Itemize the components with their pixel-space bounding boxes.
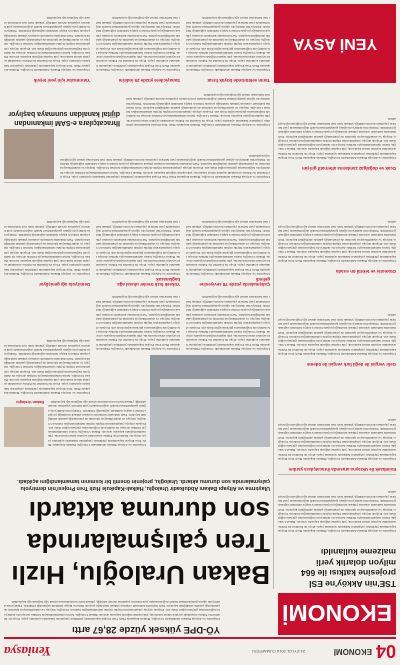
lower-item-3	[96, 4, 180, 83]
side-item-2-text: Ulaştırma ve Altyapı Bakanı Abdulkadir Uraloğlu, Halkalı-Kapıkule Hızlı Tren Projesi kapsamında yürütülen çalışmalar hakkında açıklama yaptı. Proje ile İstanbul ile Edirne arasındaki seyahat süresi kısalacak, yük taşımacılığında kapasite artacak. Bakan Uraloğlu, hattın tamamlanmasıyla birlikte Avrupa ile demiryolu bağlantısının güçleneceğini ifade etti. Projede altyapı çalışmalarının büyük ölçüde tamamlandığını belirten Uraloğlu, üstyapı ve elektrifikasyon işlerinin de planlandığı şekilde sürdüğünü kaydetti. Yerli malzeme kullanım oranının yüksek tutulduğu projede binlerce kişiye istihdam sağlandığı bildirildi. Türkiye'nin demiryolu ağının genişletilmesi hedefi doğrultusunda yeni hatların yapımına devam edildiği, yüksek hızlı tren hatlarının ulusal ağa bağlanacağı kaydedildi.	[278, 418, 396, 461]
lower-story-photo	[4, 129, 54, 179]
masthead	[0, 639, 400, 665]
masthead-rule	[4, 637, 396, 639]
main-headline-line-2: Tren çalışmalarında	[27, 528, 270, 558]
side-item-3-text: Ulaştırma ve Altyapı Bakanı Abdulkadir Uraloğlu, Halkalı-Kapıkule Hızlı Tren Projesi kapsamında yürütülen çalışmalar hakkında açıklama yaptı. Proje ile İstanbul ile Edirne arasındaki seyahat süresi kısalacak, yük taşımacılığında kapasite artacak. Bakan Uraloğlu, hattın tamamlanmasıyla birlikte Avrupa ile demiryolu bağlantısının güçleneceğini ifade etti. Projede altyapı çalışmalarının büyük ölçüde tamamlandığını belirten Uraloğlu, üstyapı ve elektrifikasyon işlerinin de planlandığı şekilde sürdüğünü kaydetti. Yerli malzeme kullanım oranının yüksek tutulduğu projede binlerce kişiye istihdam sağlandığı bildirildi. Türkiye'nin demiryolu ağının genişletilmesi hedefi doğrultusunda yeni hatların yapımına devam edildiği, yüksek hızlı tren hatlarının ulusal ağa bağlanacağı kaydedildi.	[278, 313, 396, 356]
page-number: 04	[375, 641, 396, 661]
page-date: 24 EYLÜL 2016 CUMARTESİ	[252, 649, 305, 654]
sub-story-2-headline: Yüksek hızlı trenler ulusal ağa bağlanacak	[117, 277, 180, 287]
top-teaser-text: Ulaştırma ve Altyapı Bakanı Abdulkadir Uraloğlu, Halkalı-Kapıkule Hızlı Tren Projesi kapsamında yürütülen çalışmalar hakkında açıklama yaptı. Proje ile İstanbul ile Edirne arasındaki seyahat süresi kısalacak, yük taşımacılığında kapasite artacak. Bakan Uraloğlu, hattın tamamlanmasıyla birlikte Avrupa ile demiryolu bağlantısının güçleneceğini ifade etti. Projede altyapı çalışmalarının büyük ölçüde tamamlandığını belirten Uraloğlu, üstyapı ve elektrifikasyon işlerinin de planlandığı şekilde sürdüğünü kaydetti. Yerli malzeme kullanım oranının yüksek tutulduğu projede binlerce kişiye istihdam sağlandığı bildirildi. Türkiye'nin demiryolu ağının genişletilmesi hedefi doğrultusunda yeni hatların yapımına devam edildiği, yüksek hızlı tren hatlarının ulusal ağa bağlanacağı kaydedildi.	[4, 599, 220, 621]
sub-story-3	[4, 187, 90, 287]
section-name: EKONOMİ	[333, 647, 372, 656]
side-item-5	[278, 87, 396, 171]
sub-story-1-headline: Çalışmalarda yüzde 78 seviyesine gelindi	[199, 277, 270, 287]
side-item-3	[278, 277, 396, 367]
side-item-4-text: Ulaştırma ve Altyapı Bakanı Abdulkadir Uraloğlu, Halkalı-Kapıkule Hızlı Tren Projesi kapsamında yürütülen çalışmalar hakkında açıklama yaptı. Proje ile İstanbul ile Edirne arasındaki seyahat süresi kısalacak, yük taşımacılığında kapasite artacak. Bakan Uraloğlu, hattın tamamlanmasıyla birlikte Avrupa ile demiryolu bağlantısının güçleneceğini ifade etti. Projede altyapı çalışmalarının büyük ölçüde tamamlandığını belirten Uraloğlu, üstyapı ve elektrifikasyon işlerinin de planlandığı şekilde sürdüğünü kaydetti. Yerli malzeme kullanım oranının yüksek tutulduğu projede binlerce kişiye istihdam sağlandığı bildirildi. Türkiye'nin demiryolu ağının genişletilmesi hedefi doğrultusunda yeni hatların yapımına devam edildiği, yüksek hızlı tren hatlarının ulusal ağa bağlanacağı kaydedildi.	[278, 220, 396, 263]
main-body-col-3: Ulaştırma ve Altyapı Bakanı Abdulkadir Uraloğlu, Halkalı-Kapıkule Hızlı Tren Projesi kapsamında yürütülen çalışmalar hakkında açıklama yaptı. Proje ile İstanbul ile Edirne arasındaki seyahat süresi kısalacak, yük taşımacılığında kapasite artacak. Bakan Uraloğlu, hattın tamamlanmasıyla birlikte Avrupa ile demiryolu bağlantısının güçleneceğini ifade etti. Projede altyapı çalışmalarının büyük ölçüde tamamlandığını belirten Uraloğlu, üstyapı ve elektrifikasyon işlerinin de planlandığı şekilde sürdüğünü kaydetti. Yerli malzeme kullanım oranının yüksek tutulduğu projede binlerce kişiye istihdam sağlandığı bildirildi. Türkiye'nin demiryolu ağının genişletilmesi hedefi doğrultusunda yeni hatların yapımına devam edildiği, yüksek hızlı tren hatlarının ulusal ağa bağlanacağı kaydedildi.	[96, 295, 180, 351]
sub-story-3-headline: Demiryolu ağı genişliyor	[39, 282, 90, 287]
main-body-col-2: Ulaştırma ve Altyapı Bakanı Abdulkadir Uraloğlu, Halkalı-Kapıkule Hızlı Tren Projesi kapsamında yürütülen çalışmalar hakkında açıklama yaptı. Proje ile İstanbul ile Edirne arasındaki seyahat süresi kısalacak, yük taşımacılığında kapasite artacak. Bakan Uraloğlu, hattın tamamlanmasıyla birlikte Avrupa ile demiryolu bağlantısının güçleneceğini ifade etti. Projede altyapı çalışmalarının büyük ölçüde tamamlandığını belirten Uraloğlu, üstyapı ve elektrifikasyon işlerinin de planlandığı şekilde sürdüğünü kaydetti. Yerli malzeme kullanım oranının yüksek tutulduğu projede binlerce kişiye istihdam sağlandığı bildirildi. Türkiye'nin demiryolu ağının genişletilmesi hedefi doğrultusunda yeni hatların yapımına devam edildiği, yüksek hızlı tren hatlarının ulusal ağa bağlanacağı kaydedildi.	[186, 295, 270, 351]
top-teaser-headline: YÖ-DPE yüksek yüzde 28,67 arttı	[72, 624, 220, 635]
section-banner	[278, 593, 396, 635]
lower-item-4-text: Ulaştırma ve Altyapı Bakanı Abdulkadir Uraloğlu, Halkalı-Kapıkule Hızlı Tren Projesi kapsamında yürütülen çalışmalar hakkında açıklama yaptı. Proje ile İstanbul ile Edirne arasındaki seyahat süresi kısalacak, yük taşımacılığında kapasite artacak. Bakan Uraloğlu, hattın tamamlanmasıyla birlikte Avrupa ile demiryolu bağlantısının güçleneceğini ifade etti. Projede altyapı çalışmalarının büyük ölçüde tamamlandığını belirten Uraloğlu, üstyapı ve elektrifikasyon işlerinin de planlandığı şekilde sürdüğünü kaydetti. Yerli malzeme kullanım oranının yüksek tutulduğu projede binlerce kişiye istihdam sağlandığı bildirildi. Türkiye'nin demiryolu ağının genişletilmesi hedefi doğrultusunda yeni hatların yapımına devam edildiği, yüksek hızlı tren hatlarının ulusal ağa bağlanacağı kaydedildi.	[4, 16, 90, 72]
sidebar-story-headline: TSE'nin Akköy'ne ESİ projesine katkısı ile 664 milyon dolarlık yerli malzeme kullanıldı	[301, 547, 396, 589]
main-headline-line-1: Bakan Uraloğlu, Hızlı	[11, 560, 270, 590]
lower-story-headline: İhracatçılara e-SAM imkanından dijital kanaldan sunmaya başlıyor	[8, 110, 120, 126]
lower-item-2-headline: Tarım sektöründe büyük fırsat	[207, 78, 270, 83]
lower-item-2-text: Ulaştırma ve Altyapı Bakanı Abdulkadir Uraloğlu, Halkalı-Kapıkule Hızlı Tren Projesi kapsamında yürütülen çalışmalar hakkında açıklama yaptı. Proje ile İstanbul ile Edirne arasındaki seyahat süresi kısalacak, yük taşımacılığında kapasite artacak. Bakan Uraloğlu, hattın tamamlanmasıyla birlikte Avrupa ile demiryolu bağlantısının güçleneceğini ifade etti. Projede altyapı çalışmalarının büyük ölçüde tamamlandığını belirten Uraloğlu, üstyapı ve elektrifikasyon işlerinin de planlandığı şekilde sürdüğünü kaydetti. Yerli malzeme kullanım oranının yüksek tutulduğu projede binlerce kişiye istihdam sağlandığı bildirildi. Türkiye'nin demiryolu ağının genişletilmesi hedefi doğrultusunda yeni hatların yapımına devam edildiği, yüksek hızlı tren hatlarının ulusal ağa bağlanacağı kaydedildi.	[186, 16, 270, 72]
side-item-4	[278, 174, 396, 274]
side-item-4-headline: Otomotiv ve tekstil ön sırada	[335, 269, 396, 274]
ad-box	[274, 4, 396, 83]
side-item-3-headline: Gelir vergisi ile değil fark vergisi ile ödeme	[306, 362, 396, 367]
sub-story-1-text: Ulaştırma ve Altyapı Bakanı Abdulkadir Uraloğlu, Halkalı-Kapıkule Hızlı Tren Projesi kapsamında yürütülen çalışmalar hakkında açıklama yaptı. Proje ile İstanbul ile Edirne arasındaki seyahat süresi kısalacak, yük taşımacılığında kapasite artacak. Bakan Uraloğlu, hattın tamamlanmasıyla birlikte Avrupa ile demiryolu bağlantısının güçleneceğini ifade etti. Projede altyapı çalışmalarının büyük ölçüde tamamlandığını belirten Uraloğlu, üstyapı ve elektrifikasyon işlerinin de planlandığı şekilde sürdüğünü kaydetti. Yerli malzeme kullanım oranının yüksek tutulduğu projede binlerce kişiye istihdam sağlandığı bildirildi. Türkiye'nin demiryolu ağının genişletilmesi hedefi doğrultusunda yeni hatların yapımına devam edildiği, yüksek hızlı tren hatlarının ulusal ağa bağlanacağı kaydedildi.	[186, 220, 270, 276]
main-headline-line-3: son duruma aktardı	[28, 496, 270, 526]
main-body-col-1: Ulaştırma ve Altyapı Bakanı Abdulkadir Uraloğlu, Halkalı-Kapıkule Hızlı Tren Projesi kapsamında yürütülen çalışmalar hakkında açıklama yaptı. Proje ile İstanbul ile Edirne arasındaki seyahat süresi kısalacak, yük taşımacılığında kapasite artacak. Bakan Uraloğlu, hattın tamamlanmasıyla birlikte Avrupa ile demiryolu bağlantısının güçleneceğini ifade etti. Projede altyapı çalışmalarının büyük ölçüde tamamlandığını belirten Uraloğlu, üstyapı ve elektrifikasyon işlerinin de planlandığı şekilde sürdüğünü kaydetti. Yerli malzeme kullanım oranının yüksek tutulduğu projede binlerce kişiye istihdam sağlandığı bildirildi. Türkiye'nin demiryolu ağının genişletilmesi hedefi doğrultusunda yeni hatların yapımına devam edildiği, yüksek hızlı tren hatlarının ulusal ağa bağlanacağı kaydedildi.	[48, 400, 146, 447]
sub-story-2	[96, 187, 180, 287]
lower-item-4	[4, 4, 90, 83]
lower-item-2	[186, 4, 270, 83]
main-headline	[4, 495, 270, 591]
lower-story	[4, 87, 270, 179]
lower-divider	[4, 182, 270, 183]
sidebar-story-text: Ulaştırma ve Altyapı Bakanı Abdulkadir Uraloğlu, Halkalı-Kapıkule Hızlı Tren Projesi kapsamında yürütülen çalışmalar hakkında açıklama yaptı. Proje ile İstanbul ile Edirne arasındaki seyahat süresi kısalacak, yük taşımacılığında kapasite artacak. Bakan Uraloğlu, hattın tamamlanmasıyla birlikte Avrupa ile demiryolu bağlantısının güçleneceğini ifade etti. Projede altyapı çalışmalarının büyük ölçüde tamamlandığını belirten Uraloğlu, üstyapı ve elektrifikasyon işlerinin de planlandığı şekilde sürdüğünü kaydetti. Yerli malzeme kullanım oranının yüksek tutulduğu projede binlerce kişiye istihdam sağlandığı bildirildi. Türkiye'nin demiryolu ağının genişletilmesi hedefi doğrultusunda yeni hatların yapımına devam edildiği, yüksek hızlı tren hatlarının ulusal ağa bağlanacağı kaydedildi.	[278, 490, 396, 533]
main-story	[4, 291, 270, 591]
sub-story-3-text: Ulaştırma ve Altyapı Bakanı Abdulkadir Uraloğlu, Halkalı-Kapıkule Hızlı Tren Projesi kapsamında yürütülen çalışmalar hakkında açıklama yaptı. Proje ile İstanbul ile Edirne arasındaki seyahat süresi kısalacak, yük taşımacılığında kapasite artacak. Bakan Uraloğlu, hattın tamamlanmasıyla birlikte Avrupa ile demiryolu bağlantısının güçleneceğini ifade etti. Projede altyapı çalışmalarının büyük ölçüde tamamlandığını belirten Uraloğlu, üstyapı ve elektrifikasyon işlerinin de planlandığı şekilde sürdüğünü kaydetti. Yerli malzeme kullanım oranının yüksek tutulduğu projede binlerce kişiye istihdam sağlandığı bildirildi. Türkiye'nin demiryolu ağının genişletilmesi hedefi doğrultusunda yeni hatların yapımına devam edildiği, yüksek hızlı tren hatlarının ulusal ağa bağlanacağı kaydedildi.	[4, 220, 90, 276]
train-window-band	[160, 379, 260, 387]
side-item-5-text: Ulaştırma ve Altyapı Bakanı Abdulkadir Uraloğlu, Halkalı-Kapıkule Hızlı Tren Projesi kapsamında yürütülen çalışmalar hakkında açıklama yaptı. Proje ile İstanbul ile Edirne arasındaki seyahat süresi kısalacak, yük taşımacılığında kapasite artacak. Bakan Uraloğlu, hattın tamamlanmasıyla birlikte Avrupa ile demiryolu bağlantısının güçleneceğini ifade etti. Projede altyapı çalışmalarının büyük ölçüde tamamlandığını belirten Uraloğlu, üstyapı ve elektrifikasyon işlerinin de planlandığı şekilde sürdüğünü kaydetti. Yerli malzeme kullanım oranının yüksek tutulduğu projede binlerce kişiye istihdam sağlandığı bildirildi. Türkiye'nin demiryolu ağının genişletilmesi hedefi doğrultusunda yeni hatların yapımına devam edildiği, yüksek hızlı tren hatlarının ulusal ağa bağlanacağı kaydedildi.	[278, 117, 396, 160]
section-banner-label: EKONOMİ	[282, 600, 392, 626]
lower-item-3-headline: Sanayicilere yüzde 25 indirim	[118, 78, 180, 83]
sub-story-1	[186, 187, 270, 287]
lower-item-4-headline: Yatırımcılar için yeni teşvik	[33, 78, 90, 83]
main-body-col-4: Ulaştırma ve Altyapı Bakanı Abdulkadir Uraloğlu, Halkalı-Kapıkule Hızlı Tren Projesi kapsamında yürütülen çalışmalar hakkında açıklama yaptı. Proje ile İstanbul ile Edirne arasındaki seyahat süresi kısalacak, yük taşımacılığında kapasite artacak. Bakan Uraloğlu, hattın tamamlanmasıyla birlikte Avrupa ile demiryolu bağlantısının güçleneceğini ifade etti. Projede altyapı çalışmalarının büyük ölçüde tamamlandığını belirten Uraloğlu, üstyapı ve elektrifikasyon işlerinin de planlandığı şekilde sürdüğünü kaydetti. Yerli malzeme kullanım oranının yüksek tutulduğu projede binlerce kişiye istihdam sağlandığı bildirildi. Türkiye'nin demiryolu ağının genişletilmesi hedefi doğrultusunda yeni hatların yapımına devam edildiği, yüksek hızlı tren hatlarının ulusal ağa bağlanacağı kaydedildi.	[4, 339, 90, 395]
column-divider	[273, 89, 274, 589]
lower-story-text: Ulaştırma ve Altyapı Bakanı Abdulkadir Uraloğlu, Halkalı-Kapıkule Hızlı Tren Projesi kapsamında yürütülen çalışmalar hakkında açıklama yaptı. Proje ile İstanbul ile Edirne arasındaki seyahat süresi kısalacak, yük taşımacılığında kapasite artacak. Bakan Uraloğlu, hattın tamamlanmasıyla birlikte Avrupa ile demiryolu bağlantısının güçleneceğini ifade etti. Projede altyapı çalışmalarının büyük ölçüde tamamlandığını belirten Uraloğlu, üstyapı ve elektrifikasyon işlerinin de planlandığı şekilde sürdüğünü kaydetti. Yerli malzeme kullanım oranının yüksek tutulduğu projede binlerce kişiye istihdam sağlandığı bildirildi. Türkiye'nin demiryolu ağının genişletilmesi hedefi doğrultusunda yeni hatların yapımına devam edildiği, yüksek hızlı tren hatlarının ulusal ağa bağlanacağı kaydedildi.	[60, 153, 270, 179]
newspaper-logo: Yeniasya	[4, 644, 51, 659]
train-illustration	[150, 355, 270, 397]
main-photo	[150, 355, 270, 447]
lower-story-text-2: Ulaştırma ve Altyapı Bakanı Abdulkadir Uraloğlu, Halkalı-Kapıkule Hızlı Tren Projesi kapsamında yürütülen çalışmalar hakkında açıklama yaptı. Proje ile İstanbul ile Edirne arasındaki seyahat süresi kısalacak, yük taşımacılığında kapasite artacak. Bakan Uraloğlu, hattın tamamlanmasıyla birlikte Avrupa ile demiryolu bağlantısının güçleneceğini ifade etti. Projede altyapı çalışmalarının büyük ölçüde tamamlandığını belirten Uraloğlu, üstyapı ve elektrifikasyon işlerinin de planlandığı şekilde sürdüğünü kaydetti. Yerli malzeme kullanım oranının yüksek tutulduğu projede binlerce kişiye istihdam sağlandığı bildirildi. Türkiye'nin demiryolu ağının genişletilmesi hedefi doğrultusunda yeni hatların yapımına devam edildiği, yüksek hızlı tren hatlarının ulusal ağa bağlanacağı kaydedildi.	[126, 92, 270, 127]
side-item-5-headline: Ocak ve doğalgaz zamlarına alternatif girişim	[302, 166, 396, 171]
portrait-photo	[4, 407, 44, 447]
sidebar-divider-1	[278, 474, 396, 475]
side-item-2-headline: Eximbank ile Ukrayna arasında ihracatçılara yardım	[288, 467, 396, 472]
ad-text: YENİ ASYA	[292, 35, 378, 52]
side-item-2	[278, 370, 396, 472]
top-teaser	[4, 595, 220, 635]
photo-caption: Bakan Uraloğlu	[16, 400, 44, 404]
sub-story-2-text: Ulaştırma ve Altyapı Bakanı Abdulkadir Uraloğlu, Halkalı-Kapıkule Hızlı Tren Projesi kapsamında yürütülen çalışmalar hakkında açıklama yaptı. Proje ile İstanbul ile Edirne arasındaki seyahat süresi kısalacak, yük taşımacılığında kapasite artacak. Bakan Uraloğlu, hattın tamamlanmasıyla birlikte Avrupa ile demiryolu bağlantısının güçleneceğini ifade etti. Projede altyapı çalışmalarının büyük ölçüde tamamlandığını belirten Uraloğlu, üstyapı ve elektrifikasyon işlerinin de planlandığı şekilde sürdüğünü kaydetti. Yerli malzeme kullanım oranının yüksek tutulduğu projede binlerce kişiye istihdam sağlandığı bildirildi. Türkiye'nin demiryolu ağının genişletilmesi hedefi doğrultusunda yeni hatların yapımına devam edildiği, yüksek hızlı tren hatlarının ulusal ağa bağlanacağı kaydedildi.	[96, 220, 180, 276]
lower-item-3-text: Ulaştırma ve Altyapı Bakanı Abdulkadir Uraloğlu, Halkalı-Kapıkule Hızlı Tren Projesi kapsamında yürütülen çalışmalar hakkında açıklama yaptı. Proje ile İstanbul ile Edirne arasındaki seyahat süresi kısalacak, yük taşımacılığında kapasite artacak. Bakan Uraloğlu, hattın tamamlanmasıyla birlikte Avrupa ile demiryolu bağlantısının güçleneceğini ifade etti. Projede altyapı çalışmalarının büyük ölçüde tamamlandığını belirten Uraloğlu, üstyapı ve elektrifikasyon işlerinin de planlandığı şekilde sürdüğünü kaydetti. Yerli malzeme kullanım oranının yüksek tutulduğu projede binlerce kişiye istihdam sağlandığı bildirildi. Türkiye'nin demiryolu ağının genişletilmesi hedefi doğrultusunda yeni hatların yapımına devam edildiği, yüksek hızlı tren hatlarının ulusal ağa bağlanacağı kaydedildi.	[96, 16, 180, 72]
main-deck: Ulaştırma ve Altyapı Bakanı Abdulkadir Uraloğlu, Halkalı-Kapıkule Hızlı Tren Projesi'nin demiryolu çalışmalarında son durumu aktardı. Uraloğlu, projenin önemli bir kısmının tamamlandığını açıkladı.	[17, 478, 270, 491]
sidebar-story	[278, 477, 396, 589]
